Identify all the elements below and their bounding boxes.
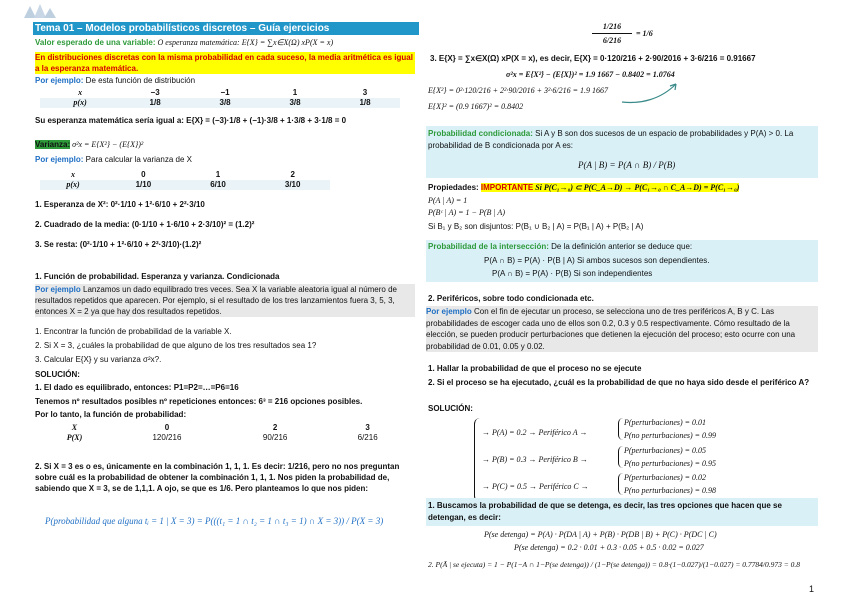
section2-intro-label: Por ejemplo [426, 307, 472, 316]
table3-x-header: X [71, 423, 78, 432]
conditional-probability-formula: P(probabilidad que alguna tᵢ = 1 | X = 3) = P(((t₁ = 1 ∩ t₂ = 1 ∩ t₃ = 1) ∩ X = 3)) / P(X = 3) [45, 516, 384, 526]
table1-x-cell: 3 [362, 88, 368, 97]
properties-line [428, 183, 739, 192]
section1-item: 2. Si X = 3, ¿cuáles la probabilidad de que alguno de los tres resultados sea 1? [35, 341, 317, 350]
variance-label: Varianza: [35, 140, 71, 149]
table2-p-cell: 1/10 [106, 180, 181, 190]
squared-mean-calc: E{X}² = (0.9 1667)² = 0.8402 [428, 102, 524, 111]
branch-c-main: → P(C) = 0.5 → Periférico C → [482, 482, 589, 491]
branch-c-brace [618, 473, 623, 495]
table2-p-cell: 6/10 [181, 180, 256, 190]
table2-p-header: p(x) [40, 180, 106, 190]
page-title: Tema 01 – Modelos probabilísticos discretos – Guía ejercicios [33, 22, 419, 35]
distribution-table-3 [40, 423, 410, 443]
fraction-line [592, 33, 632, 34]
expected-value-definition [35, 38, 333, 47]
example1-result: Su esperanza matemática sería igual a: E{X} = (−3)·1/8 + (−1)·3/8 + 1·3/8 + 3·1/8 = 0 [35, 116, 347, 125]
table3-p-header: P(X) [66, 433, 83, 442]
example2-step2: 2. Cuadrado de la media: (0·1/10 + 1·6/10 + 2·3/10)² = (1.2)² [35, 220, 255, 229]
table2-x-cell: 2 [290, 170, 295, 179]
second-moment-calc: E{X²} = 0²·120/216 + 2²·90/2016 + 3²·6/216 = 1.9 1667 [428, 86, 609, 95]
tree-brace [474, 418, 481, 502]
table1-x-header: x [78, 88, 83, 97]
section1-intro [35, 284, 415, 317]
branch-b-main: → P(B) = 0.3 → Periférico B → [482, 455, 588, 464]
distribution-table-2 [40, 170, 330, 190]
section1-heading: 1. Función de probabilidad. Esperanza y varianza. Condicionada [35, 272, 280, 281]
intersection-independent: P(A ∩ B) = P(A) · P(B) Si son independientes [492, 269, 653, 278]
example2-label: Por ejemplo: [35, 155, 84, 164]
section1-item: 1. Encontrar la función de probabilidad de la variable X. [35, 327, 232, 336]
page-number: 1 [808, 584, 814, 594]
answer1-result: P(se detenga) = 0.2 · 0.01 + 0.3 · 0.05 + 0.5 · 0.02 = 0.027 [514, 543, 704, 552]
university-logo-watermark [22, 2, 58, 20]
expected-value-label: Valor esperado de una variable: [35, 38, 156, 47]
conditional-formula: P(A | B) = P(A ∩ B) / P(B) [578, 160, 676, 170]
property-1: P(A | A) = 1 [428, 196, 468, 205]
example2-intro [35, 155, 192, 164]
example2-step3: 3. Se resta: (0²·1/10 + 1²·6/10 + 2²·3/10)·(1.2)² [35, 240, 202, 249]
branch-c-perturbation: P(perturbaciones) = 0.02 [624, 473, 707, 482]
branch-b-no-perturbation: P(no perturbaciones) = 0.95 [624, 459, 717, 468]
table3-x-cell: 0 [164, 423, 170, 432]
answer1-text: 1. Buscamos la probabilidad de que se detenga, es decir, las tres opciones que hacen que se detengan, es decir: [428, 501, 782, 522]
distribution-table-1 [40, 88, 400, 108]
table1-p-cell: 3/8 [190, 98, 260, 108]
important-badge: IMPORTANTE [480, 183, 534, 192]
fraction-top: 1/216 [602, 22, 622, 31]
branch-b-perturbation: P(perturbaciones) = 0.05 [624, 446, 707, 455]
property-3: Si B₁ y B₂ son disjuntos: P(B₁ ∪ B₂ | A) = P(B₁ | A) + P(B₂ | A) [428, 222, 644, 231]
table2-x-cell: 1 [215, 170, 221, 179]
properties-formula: Si P(C₁→₀) ⊂ P(C_A→D) → P(C₁→₀ ∩ C_A→D) = P(C₁→₀) [533, 183, 740, 192]
table2-x-header: x [71, 170, 76, 179]
branch-a-brace [618, 418, 623, 440]
answer2-formula: 2. P(Ā | se ejecuta) = 1 − P(1−A ∩ 1−P(se detenga)) / (1−P(se detenga)) = 0.8·(1−0.027)/(1−0.027) = 0.7784/0.973 = 0.8 [428, 560, 801, 569]
solution-step1: 1. El dado es equilibrado, entonces: P1=P2=…=P6=16 [35, 383, 239, 392]
table2-p-cell: 3/10 [255, 180, 330, 190]
branch-a-perturbation: P(perturbaciones) = 0.01 [624, 418, 707, 427]
intersection-dependent: P(A ∩ B) = P(A) · P(B | A) Si ambos sucesos son dependientes. [484, 256, 710, 265]
solution-step3: Por lo tanto, la función de probabilidad: [35, 410, 187, 419]
solution-step2: Tenemos nº resultados posibles nº repeticiones entonces: 6³ = 216 opciones posibles. [35, 397, 363, 406]
table1-p-cell: 1/8 [120, 98, 190, 108]
variance-calc: σ²x = E{X²} − (E{X})² = 1.9 1667 − 0.8402 = 1.0764 [506, 70, 675, 79]
table3-p-cell: 120/216 [152, 433, 182, 442]
branch-c-no-perturbation: P(no perturbaciones) = 0.98 [624, 486, 717, 495]
example1-label: Por ejemplo: [35, 76, 84, 85]
note-equiprobable: En distribuciones discretas con la misma probabilidad en cada suceso, la media aritmética es igual a la esperanza matemática. [35, 52, 415, 74]
section2-intro-text: Con el fin de ejecutar un proceso, se selecciona uno de tres periféricos A, B y C. Las probabilidades de escoger cada uno de ellos son 0.2, 0.3 y 0.5 respectivamente. Cómo resultado de la elección, se pueden producir perturbaciones que detienen la ejecución del proceso; esto ocurre con una probabilidad de 0.01, 0.05 y 0.02. [426, 307, 796, 351]
conditional-label: Probabilidad condicionada: [428, 129, 533, 138]
solution-step4: 2. Si X = 3 es o es, únicamente en la combinación 1, 1, 1. Es decir: 1/216, pero no nos preguntan sobre cuál es la probabilidad de obtener la combinación 1, 1, 1. Nos piden la probabilidad de, sabiendo que X = 3, se de 1,1,1. A ojo, se que es 1/6. Pero planteamos lo que nos piden: [35, 462, 400, 493]
section2-solution-label: SOLUCIÓN: [428, 404, 473, 413]
example2-step1: 1. Esperanza de X²: 0²·1/10 + 1²·6/10 + 2²·3/10 [35, 200, 205, 209]
fraction-result: = 1/6 [636, 29, 653, 38]
section1-intro-text: Lanzamos un dado equilibrado tres veces. Sea X la variable aleatoria igual al número de resultados repetidos que aparecen. Por ejemplo, si el resultado de los tres lanzamientos fuera 3, 5, 3, entonces X = 2 ya que hay dos resultados repetidos. [35, 285, 397, 316]
intersection-label: Probabilidad de la intersección: [428, 242, 549, 251]
section2-heading: 2. Periféricos, sobre todo condicionada etc. [428, 294, 594, 303]
intersection-definition [428, 242, 692, 251]
section1-item: 3. Calcular E{X} y su varianza σ²x?. [35, 355, 162, 364]
table3-x-cell: 3 [365, 423, 370, 432]
variance-definition [35, 140, 143, 149]
table3-x-cell: 2 [272, 423, 278, 432]
table1-x-cell: −1 [220, 88, 230, 97]
table2-x-cell: 0 [141, 170, 146, 179]
example1-intro [35, 76, 195, 85]
example2-text: Para calcular la varianza de X [83, 155, 192, 164]
section1-intro-label: Por ejemplo [35, 285, 81, 294]
branch-a-main: → P(A) = 0.2 → Periférico A → [482, 428, 588, 437]
solution-label: SOLUCIÓN: [35, 370, 80, 379]
table3-p-cell: 6/216 [357, 433, 378, 442]
variance-formula: σ²x = E{X²} − (E{X})² [70, 140, 144, 149]
example1-text: De esta función de distribución [83, 76, 196, 85]
table1-p-cell: 1/8 [330, 98, 400, 108]
conditional-definition [428, 128, 816, 152]
section2-question1: 1. Hallar la probabilidad de que el proceso no se ejecute [428, 364, 642, 373]
expected-value-text: O esperanza matemática: E{X} = ∑x∈X(Ω) xP(X = x) [155, 38, 334, 47]
section2-intro [426, 306, 818, 352]
fraction-bottom: 6/216 [602, 36, 622, 45]
properties-label: Propiedades: [428, 183, 479, 192]
table1-p-header: p(x) [40, 98, 120, 108]
table1-x-cell: −3 [150, 88, 160, 97]
intersection-text: De la definición anterior se deduce que: [548, 242, 693, 251]
branch-b-brace [618, 446, 623, 468]
table1-p-cell: 3/8 [260, 98, 330, 108]
property-2: P(Bᶜ | A) = 1 − P(B | A) [428, 208, 505, 217]
conditional-text: Si A y B son dos sucesos de un espacio de probabilidades y P(A) > 0. La probabilidad de B condicionada por A es: [428, 129, 794, 150]
branch-a-no-perturbation: P(no perturbaciones) = 0.99 [624, 431, 717, 440]
table3-p-cell: 90/216 [262, 433, 288, 442]
answer1-formula: P(se detenga) = P(A) · P(DA | A) + P(B) · P(DB | B) + P(C) · P(DC | C) [484, 530, 717, 539]
section2-question2: 2. Si el proceso se ha ejecutado, ¿cuál es la probabilidad de que no haya sido desde el periférico A? [428, 378, 810, 387]
arrow-annotation [620, 80, 680, 106]
expectation-calc: 3. E{X} = ∑x∈X(Ω) xP(X = x), es decir, E{X} = 0·120/216 + 2·90/2016 + 3·6/216 = 0.91667 [430, 54, 756, 63]
table1-x-cell: 1 [292, 88, 298, 97]
